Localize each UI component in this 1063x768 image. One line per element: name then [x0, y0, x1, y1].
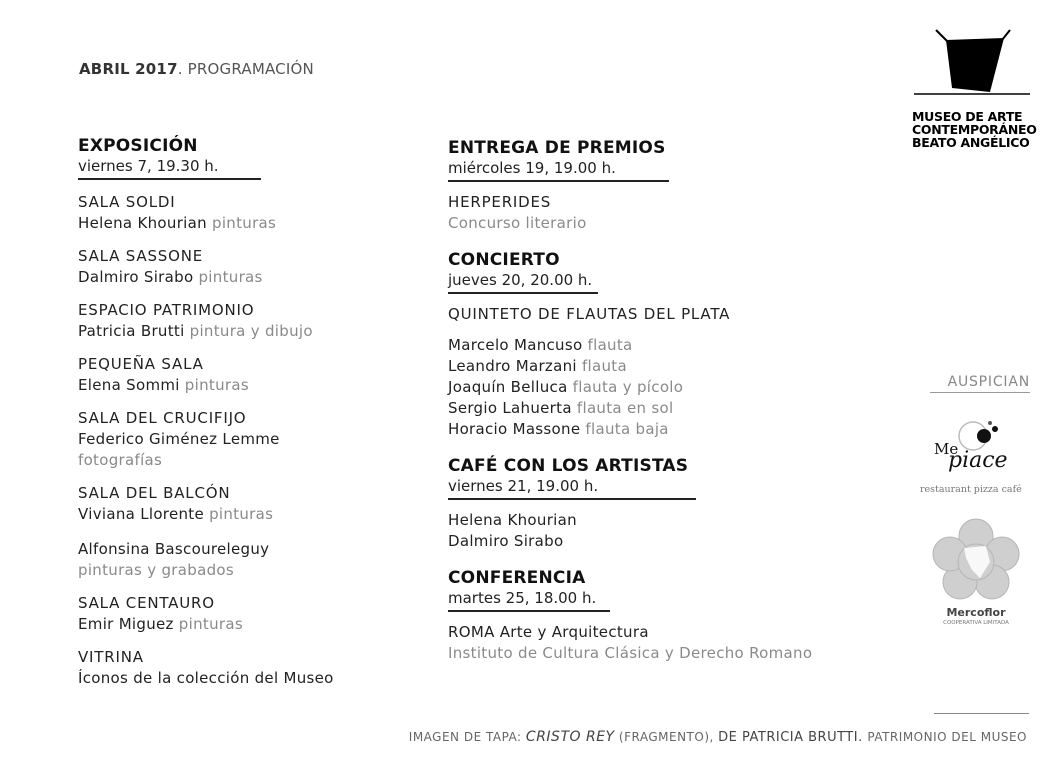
cafe-date: viernes 21, 19.00 h. — [448, 477, 696, 500]
musician-instrument: flauta — [576, 357, 627, 375]
exposicion-item — [78, 539, 408, 581]
logo-line-1: MUSEO DE ARTE — [912, 109, 1023, 124]
page-header — [79, 60, 314, 78]
exposicion-item — [78, 354, 408, 396]
artist-name: Patricia Brutti — [78, 322, 185, 340]
musician-instrument: flauta en sol — [571, 399, 674, 417]
exposicion-section — [78, 136, 408, 689]
header-month-year: ABRIL 2017 — [79, 60, 178, 78]
mepiace-piace: piace — [948, 448, 1008, 473]
list-item — [448, 356, 868, 377]
artist-name: Dalmiro Sirabo — [78, 268, 194, 286]
premios-desc: Concurso literario — [448, 214, 587, 232]
exposicion-date: viernes 7, 19.30 h. — [78, 157, 261, 180]
artist-name: Federico Giménez Lemme — [78, 430, 280, 448]
sala-name: SALA SOLDI — [78, 193, 176, 211]
mercoflor-sub: COOPERATIVA LIMITADA — [943, 620, 1009, 626]
artist-name: Emir Miguez — [78, 615, 174, 633]
concierto-title: CONCIERTO — [448, 250, 560, 270]
musician-name: Joaquín Belluca — [448, 378, 568, 396]
exposicion-title: EXPOSICIÓN — [78, 136, 198, 156]
header-title: . PROGRAMACIÓN — [177, 60, 314, 78]
sala-name: SALA DEL CRUCIFIJO — [78, 409, 247, 427]
footer-suffix: PATRIMONIO DEL MUSEO — [867, 730, 1027, 744]
museum-logo — [912, 28, 1037, 153]
musician-list — [448, 335, 868, 440]
footer-middle: (FRAGMENTO), — [614, 730, 719, 744]
musician-name: Leandro Marzani — [448, 357, 577, 375]
list-item — [448, 419, 868, 440]
logo-line-3: BEATO ANGÉLICO — [912, 135, 1030, 150]
artist-medium: pinturas — [204, 505, 274, 523]
mepiace-logo — [918, 414, 1032, 500]
sala-name: SALA CENTAURO — [78, 594, 215, 612]
cafe-artist: Helena Khourian — [448, 511, 577, 529]
musician-instrument: flauta baja — [580, 420, 669, 438]
conferencia-date: martes 25, 18.00 h. — [448, 589, 610, 612]
conferencia-topic: ROMA Arte y Arquitectura — [448, 623, 649, 641]
flower-icon — [928, 518, 1024, 602]
sponsors-label: AUSPICIAN — [930, 374, 1030, 393]
musician-name: Sergio Lahuerta — [448, 399, 572, 417]
artist-medium: pinturas — [193, 268, 263, 286]
conferencia-org: Instituto de Cultura Clásica y Derecho Romano — [448, 644, 813, 662]
exposicion-item — [78, 593, 408, 635]
sala-name: PEQUEÑA SALA — [78, 355, 204, 373]
artist-name: Alfonsina Bascoureleguy — [78, 540, 270, 558]
logo-line-2: CONTEMPORÁNEO — [912, 122, 1037, 137]
sponsors-section — [930, 374, 1030, 393]
footer-divider — [934, 713, 1029, 714]
exposicion-item — [78, 408, 408, 471]
concierto-ensemble: QUINTETO DE FLAUTAS DEL PLATA — [448, 305, 731, 323]
artist-name: Viviana Llorente — [78, 505, 204, 523]
exposicion-item — [78, 483, 408, 525]
premios-date: miércoles 19, 19.00 h. — [448, 159, 669, 182]
mepiace-me: Me — [934, 440, 959, 458]
conferencia-section — [448, 568, 868, 664]
museum-logo-text — [912, 109, 1037, 150]
artist-medium: pinturas — [206, 214, 277, 232]
conferencia-title: CONFERENCIA — [448, 568, 586, 588]
exposicion-item — [78, 300, 408, 342]
mepiace-tagline: restaurant pizza café — [920, 484, 1022, 495]
events-column — [448, 138, 868, 664]
artist-medium: pinturas y grabados — [78, 561, 234, 579]
mercoflor-logo — [928, 518, 1024, 630]
sala-name: SALA SASSONE — [78, 247, 204, 265]
artist-name: Elena Sommi — [78, 376, 180, 394]
concierto-date: jueves 20, 20.00 h. — [448, 271, 598, 294]
cafe-title: CAFÉ CON LOS ARTISTAS — [448, 456, 689, 476]
sala-name: SALA DEL BALCÓN — [78, 484, 231, 502]
premios-section — [448, 138, 868, 234]
artist-medium: pinturas — [179, 376, 249, 394]
artist-medium: pintura y dibujo — [184, 322, 313, 340]
sala-name: VITRINA — [78, 648, 144, 666]
artist-medium: fotografías — [78, 451, 163, 469]
footer-author: DE PATRICIA BRUTTI. — [718, 730, 868, 745]
exposicion-item — [78, 647, 408, 689]
list-item — [448, 398, 868, 419]
footer-work: CRISTO REY — [525, 729, 615, 745]
cafe-artist: Dalmiro Sirabo — [448, 532, 564, 550]
concierto-section — [448, 250, 868, 440]
musician-instrument: flauta y pícolo — [567, 378, 684, 396]
list-item — [448, 335, 868, 356]
artist-medium: pinturas — [173, 615, 243, 633]
premios-title: ENTREGA DE PREMIOS — [448, 138, 666, 158]
musician-name: Marcelo Mancuso — [448, 336, 583, 354]
list-item — [448, 377, 868, 398]
exposicion-item — [78, 192, 408, 234]
cafe-section — [448, 456, 868, 552]
mercoflor-name: Mercoflor — [946, 606, 1006, 619]
footer-credit — [409, 729, 1027, 745]
musician-name: Horacio Massone — [448, 420, 581, 438]
footer-prefix: IMAGEN DE TAPA: — [408, 730, 526, 744]
artist-name: Íconos de la colección del Museo — [78, 669, 334, 687]
sala-name: ESPACIO PATRIMONIO — [78, 301, 255, 319]
exposicion-item — [78, 246, 408, 288]
artist-name: Helena Khourian — [78, 214, 207, 232]
premios-name: HERPERIDES — [448, 193, 552, 211]
museum-logo-icon — [912, 28, 1032, 100]
musician-instrument: flauta — [582, 336, 633, 354]
